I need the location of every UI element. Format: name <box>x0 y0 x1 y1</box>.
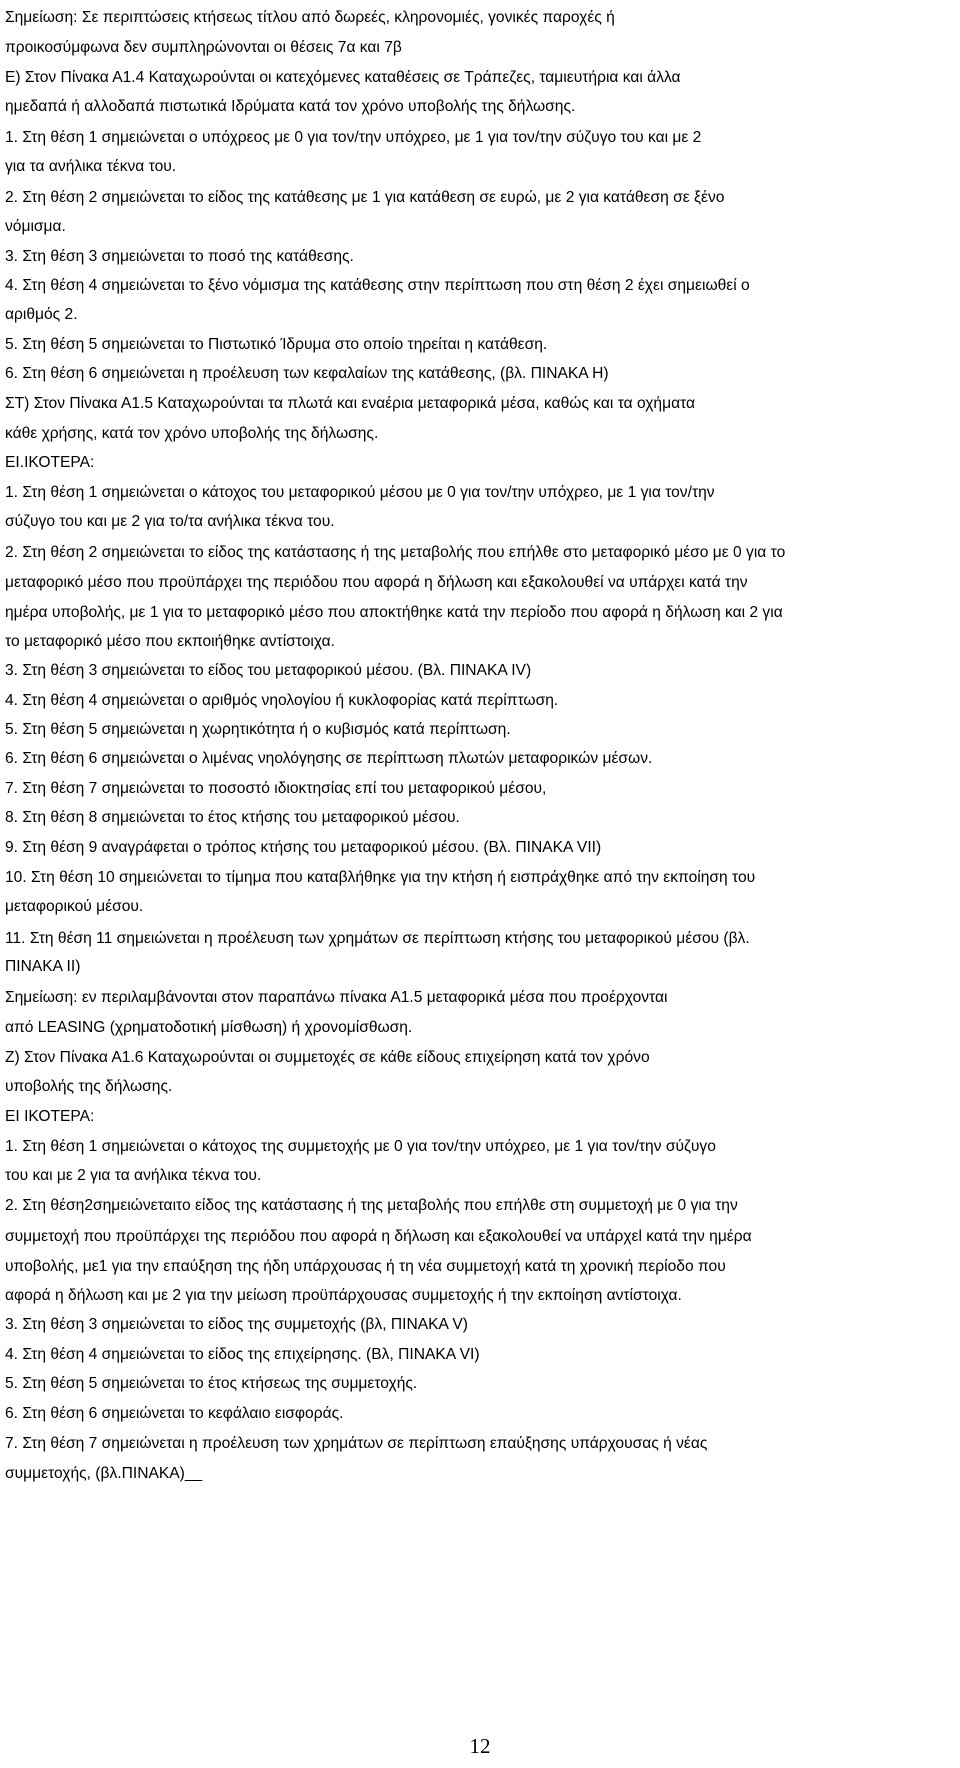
text-line: υποβολής, με1 για την επαύξηση της ήδη υπάρχουσας ή τη νέα συμμετοχή κατά τη χρονική περίοδο που <box>5 1258 726 1275</box>
text-line: το μεταφορικό μέσο που εκποιήθηκε αντίστοιχα. <box>5 633 335 650</box>
text-line: 10. Στη θέση 10 σημειώνεται το τίμημα που καταβλήθηκε για την κτήση ή εισπράχθηκε από την εκποίηση του <box>5 869 756 886</box>
text-line: 5. Στη θέση 5 σημειώνεται το έτος κτήσεως της συμμετοχής. <box>5 1375 418 1392</box>
text-line: 7. Στη θέση 7 σημειώνεται η προέλευση των χρημάτων σε περίπτωση επαύξησης υπάρχουσας ή νέας <box>5 1435 708 1452</box>
text-line: για τα ανήλικα τέκνα του. <box>5 158 177 175</box>
text-line: 7. Στη θέση 7 σημειώνεται το ποσοστό ιδιοκτησίας επί του μεταφορικού μέσου, <box>5 780 547 797</box>
text-line: νόμισμα. <box>5 218 66 235</box>
page-number: 12 <box>469 1734 491 1758</box>
text-line: 9. Στη θέση 9 αναγράφεται ο τρόπος κτήσης του μεταφορικού μέσου. (Βλ. ΠΙΝΑΚΑ VII) <box>5 839 602 856</box>
text-line: αφορά η δήλωση και με 2 για την μείωση προϋπάρχουσας συμμετοχής ή την εκποίηση αντίστοιχα. <box>5 1287 682 1304</box>
text-line: ΣΤ) Στον Πίνακα Α1.5 Καταχωρούνται τα πλωτά και εναέρια μεταφορικά μέσα, καθώς και τα οχήματα <box>5 395 696 412</box>
text-line: προικοσύμφωνα δεν συμπληρώνονται οι θέσεις 7α και 7β <box>5 39 402 56</box>
text-line: υποβολής της δήλωσης. <box>5 1078 173 1095</box>
text-line: 5. Στη θέση 5 σημειώνεται η χωρητικότητα ή ο κυβισμός κατά περίπτωση. <box>5 721 511 738</box>
text-line: 3. Στη θέση 3 σημειώνεται το είδος του μεταφορικού μέσου. (Βλ. ΠΙΝΑΚΑ ΙV) <box>5 662 532 679</box>
text-line: ΕΙ ΙΚΟΤΕΡΑ: <box>5 1108 95 1125</box>
text-line: 3. Στη θέση 3 σημειώνεται το είδος της συμμετοχής (βλ, ΠΙΝΑΚΑ V) <box>5 1316 468 1333</box>
text-line: σύζυγο του και με 2 για το/τα ανήλικα τέκνα του. <box>5 513 335 530</box>
text-line: 4. Στη θέση 4 σημειώνεται ο αριθμός νηολογίου ή κυκλοφορίας κατά περίπτωση. <box>5 692 559 709</box>
text-line: ημέρα υποβολής, με 1 για το μεταφορικό μέσο που αποκτήθηκε κατά την περίοδο που αφορά η δήλωση και 2 για <box>5 604 783 621</box>
text-line: ΠΙΝΑΚΑ ΙΙ) <box>5 958 81 975</box>
text-line: 2. Στη θέση 2 σημειώνεται το είδος της κατάστασης ή της μεταβολής που επήλθε στο μεταφορικό μέσο με 0 για το <box>5 544 786 561</box>
text-line: από LEASING (χρηματοδοτική μίσθωση) ή χρονομίσθωση. <box>5 1019 413 1036</box>
text-line: μεταφορικού μέσου. <box>5 898 144 915</box>
text-line: 2. Στη θέση2σημειώνεταιτο είδος της κατάστασης ή της μεταβολής που επήλθε στη συμμετοχή με 0 για την <box>5 1197 738 1214</box>
text-line: 3. Στη θέση 3 σημειώνεται το ποσό της κατάθεσης. <box>5 248 354 265</box>
text-line: αριθμός 2. <box>5 306 78 323</box>
text-line: 11. Στη θέση 11 σημειώνεται η προέλευση των χρημάτων σε περίπτωση κτήσης του μεταφορικού μέσου (βλ. <box>5 930 750 947</box>
text-line: 4. Στη θέση 4 σημειώνεται το είδος της επιχείρησης. (Βλ, ΠΙΝΑΚΑ VI) <box>5 1346 480 1363</box>
text-line: 8. Στη θέση 8 σημειώνεται το έτος κτήσης του μεταφορικού μέσου. <box>5 809 460 826</box>
text-line: 2. Στη θέση 2 σημειώνεται το είδος της κατάθεσης με 1 για κατάθεση σε ευρώ, με 2 για κατάθεση σε ξένο <box>5 189 725 206</box>
text-line: Ε) Στον Πίνακα Α1.4 Καταχωρούνται οι κατεχόμενες καταθέσεις σε Τράπεζες, ταμιευτήρια και άλλα <box>5 69 681 86</box>
text-line: 4. Στη θέση 4 σημειώνεται το ξένο νόμισμα της κατάθεσης στην περίπτωση που στη θέση 2 έχει σημειωθεί ο <box>5 277 750 294</box>
text-line: συμμετοχής, (βλ.ΠΙΝΑΚΑ)__ <box>5 1465 203 1482</box>
text-line: μεταφορικό μέσο που προϋπάρχει της περιόδου που αφορά η δήλωση και εξακολουθεί να υπάρχει κατά την <box>5 574 748 591</box>
text-line: 5. Στη θέση 5 σημειώνεται το Πιστωτικό Ίδρυμα στο οποίο τηρείται η κατάθεση. <box>5 336 548 353</box>
text-line: 6. Στη θέση 6 σημειώνεται η προέλευση των κεφαλαίων της κατάθεσης, (βλ. ΠΙΝΑΚΑ Η) <box>5 365 609 382</box>
text-line: Σημείωση: εν περιλαμβάνονται στον παραπάνω πίνακα Α1.5 μεταφορικά μέσα που προέρχονται <box>5 989 668 1006</box>
text-line: του και με 2 για τα ανήλικα τέκνα του. <box>5 1167 262 1184</box>
text-line: ημεδαπά ή αλλοδαπά πιστωτικά Ιδρύματα κατά τον χρόνο υποβολής της δήλωσης. <box>5 98 576 115</box>
text-line: 6. Στη θέση 6 σημειώνεται ο λιμένας νηολόγησης σε περίπτωση πλωτών μεταφορικών μέσων. <box>5 750 653 767</box>
text-line: 1. Στη θέση 1 σημειώνεται ο κάτοχος της συμμετοχής με 0 για τον/την υπόχρεο, με 1 για τον/την σύζυγο <box>5 1138 716 1155</box>
text-line: 6. Στη θέση 6 σημειώνεται το κεφάλαιο εισφοράς. <box>5 1405 344 1422</box>
text-line: κάθε χρήσης, κατά τον χρόνο υποβολής της δήλωσης. <box>5 425 379 442</box>
text-line: συμμετοχή που προϋπάρχει της περιόδου που αφορά η δήλωση και εξακολουθεί να υπάρχεl κατά την ημέρα <box>5 1228 752 1245</box>
text-line: 1. Στη θέση 1 σημειώνεται ο υπόχρεος με 0 για τον/την υπόχρεο, με 1 για τον/την σύζυγο του και με 2 <box>5 129 702 146</box>
text-line: ΕΙ.ΙΚΟΤΕΡΑ: <box>5 454 95 471</box>
text-line: Ζ) Στον Πίνακα Α1.6 Καταχωρούνται οι συμμετοχές σε κάθε είδους επιχείρηση κατά τον χρόνο <box>5 1049 650 1066</box>
text-line: Σημείωση: Σε περιπτώσεις κτήσεως τίτλου από δωρεές, κληρονομιές, γονικές παροχές ή <box>5 9 615 26</box>
text-line: 1. Στη θέση 1 σημειώνεται ο κάτοχος του μεταφορικού μέσου με 0 για τον/την υπόχρεο, με 1 για τον/την <box>5 484 715 501</box>
